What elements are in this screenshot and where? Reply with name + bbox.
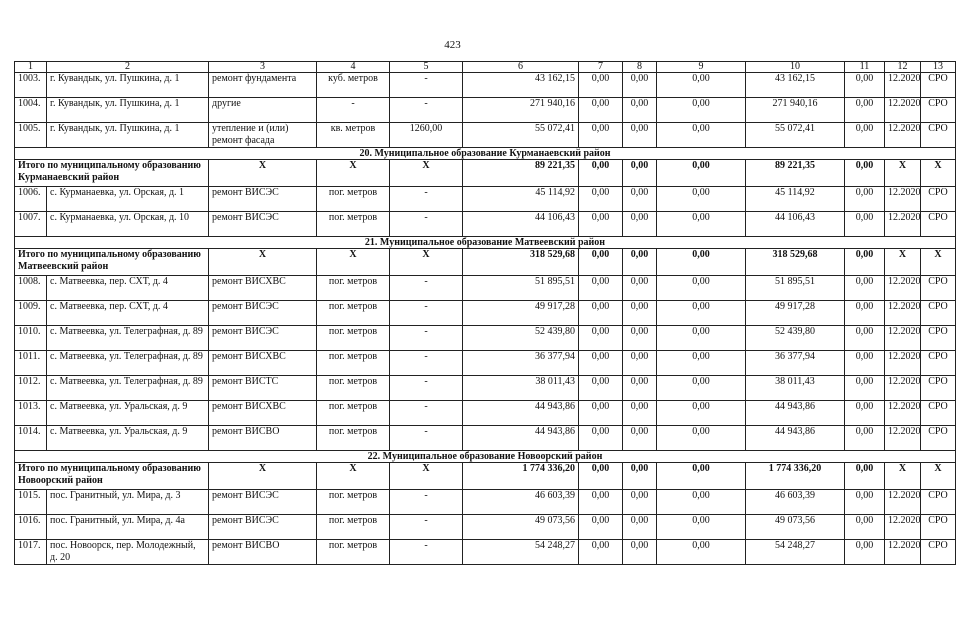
address-cell: пос. Новоорск, пер. Молодежный, д. 20 [47, 540, 209, 565]
row-number-cell: 1006. [15, 187, 47, 212]
column-header: 4 [317, 62, 390, 73]
unit-cell: пог. метров [317, 490, 390, 515]
row-number-cell: 1016. [15, 515, 47, 540]
column-header: 2 [47, 62, 209, 73]
value-cell: 0,00 [845, 490, 885, 515]
deadline-cell: 12.2020 [885, 326, 921, 351]
quantity-cell: - [390, 401, 463, 426]
value-cell: 0,00 [657, 326, 746, 351]
deadline-cell: X [885, 249, 921, 276]
row-number-cell: 1004. [15, 98, 47, 123]
source-cell: X [921, 249, 956, 276]
row-number-cell: 1013. [15, 401, 47, 426]
table-row [15, 301, 956, 326]
value-cell: 0,00 [579, 187, 623, 212]
fund-cost-cell: 44 943,86 [746, 426, 845, 451]
subtotal-row [15, 160, 956, 187]
quantity-cell: - [390, 301, 463, 326]
value-cell: 0,00 [623, 301, 657, 326]
work-type-cell: ремонт ВИСТС [209, 376, 317, 401]
total-cost-cell: 44 943,86 [463, 426, 579, 451]
source-cell: СРО [921, 376, 956, 401]
value-cell: 0,00 [579, 123, 623, 148]
row-number-cell: 1009. [15, 301, 47, 326]
deadline-cell: 12.2020 [885, 376, 921, 401]
column-number-header [15, 62, 956, 73]
work-type-cell: ремонт ВИСХВС [209, 276, 317, 301]
work-type-cell: X [209, 249, 317, 276]
quantity-cell: - [390, 515, 463, 540]
value-cell: 0,00 [845, 212, 885, 237]
fund-cost-cell: 44 106,43 [746, 212, 845, 237]
value-cell: 0,00 [657, 401, 746, 426]
fund-cost-cell: 54 248,27 [746, 540, 845, 565]
total-cost-cell: 46 603,39 [463, 490, 579, 515]
total-cost-cell: 89 221,35 [463, 160, 579, 187]
quantity-cell: - [390, 490, 463, 515]
column-header: 9 [657, 62, 746, 73]
value-cell: 0,00 [657, 301, 746, 326]
source-cell: СРО [921, 276, 956, 301]
value-cell: 0,00 [579, 160, 623, 187]
table-row [15, 401, 956, 426]
fund-cost-cell: 36 377,94 [746, 351, 845, 376]
quantity-cell: - [390, 540, 463, 565]
fund-cost-cell: 49 917,28 [746, 301, 845, 326]
value-cell: 0,00 [623, 540, 657, 565]
deadline-cell: 12.2020 [885, 123, 921, 148]
total-cost-cell: 54 248,27 [463, 540, 579, 565]
fund-cost-cell: 51 895,51 [746, 276, 845, 301]
column-header: 3 [209, 62, 317, 73]
source-cell: СРО [921, 426, 956, 451]
address-cell: с. Курманаевка, ул. Орская, д. 10 [47, 212, 209, 237]
column-header: 7 [579, 62, 623, 73]
fund-cost-cell: 46 603,39 [746, 490, 845, 515]
value-cell: 0,00 [623, 515, 657, 540]
work-type-cell: ремонт ВИСЭС [209, 187, 317, 212]
deadline-cell: 12.2020 [885, 426, 921, 451]
value-cell: 0,00 [845, 301, 885, 326]
unit-cell: пог. метров [317, 426, 390, 451]
source-cell: СРО [921, 212, 956, 237]
unit-cell: X [317, 463, 390, 490]
total-cost-cell: 271 940,16 [463, 98, 579, 123]
column-header: 8 [623, 62, 657, 73]
value-cell: 0,00 [845, 463, 885, 490]
value-cell: 0,00 [845, 73, 885, 98]
value-cell: 0,00 [657, 351, 746, 376]
source-cell: СРО [921, 490, 956, 515]
value-cell: 0,00 [579, 73, 623, 98]
value-cell: 0,00 [623, 73, 657, 98]
quantity-cell: - [390, 326, 463, 351]
value-cell: 0,00 [623, 187, 657, 212]
source-cell: СРО [921, 301, 956, 326]
table-row [15, 490, 956, 515]
address-cell: с. Матвеевка, ул. Телеграфная, д. 89 [47, 351, 209, 376]
section-title: 20. Муниципальное образование Курманаевский район [15, 148, 956, 160]
unit-cell: пог. метров [317, 351, 390, 376]
value-cell: 0,00 [623, 249, 657, 276]
table-row [15, 212, 956, 237]
value-cell: 0,00 [657, 73, 746, 98]
address-cell: с. Матвеевка, ул. Уральская, д. 9 [47, 401, 209, 426]
unit-cell: пог. метров [317, 540, 390, 565]
quantity-cell: - [390, 276, 463, 301]
quantity-cell: X [390, 463, 463, 490]
work-type-cell: другие [209, 98, 317, 123]
value-cell: 0,00 [657, 540, 746, 565]
value-cell: 0,00 [845, 187, 885, 212]
unit-cell: куб. метров [317, 73, 390, 98]
unit-cell: пог. метров [317, 187, 390, 212]
work-type-cell: ремонт ВИСХВС [209, 351, 317, 376]
row-number-cell: 1011. [15, 351, 47, 376]
column-header: 1 [15, 62, 47, 73]
fund-cost-cell: 271 940,16 [746, 98, 845, 123]
row-number-cell: 1014. [15, 426, 47, 451]
value-cell: 0,00 [845, 376, 885, 401]
source-cell: СРО [921, 401, 956, 426]
table-row [15, 187, 956, 212]
quantity-cell: - [390, 212, 463, 237]
value-cell: 0,00 [657, 376, 746, 401]
value-cell: 0,00 [623, 326, 657, 351]
fund-cost-cell: 38 011,43 [746, 376, 845, 401]
table-row [15, 426, 956, 451]
address-cell: пос. Гранитный, ул. Мира, д. 3 [47, 490, 209, 515]
row-number-cell: 1017. [15, 540, 47, 565]
value-cell: 0,00 [657, 187, 746, 212]
total-cost-cell: 52 439,80 [463, 326, 579, 351]
value-cell: 0,00 [657, 490, 746, 515]
deadline-cell: 12.2020 [885, 73, 921, 98]
deadline-cell: 12.2020 [885, 490, 921, 515]
value-cell: 0,00 [845, 123, 885, 148]
total-cost-cell: 51 895,51 [463, 276, 579, 301]
unit-cell: пог. метров [317, 212, 390, 237]
total-cost-cell: 45 114,92 [463, 187, 579, 212]
value-cell: 0,00 [623, 212, 657, 237]
row-number-cell: 1012. [15, 376, 47, 401]
column-header: 11 [845, 62, 885, 73]
section-heading-row [15, 451, 956, 463]
value-cell: 0,00 [623, 276, 657, 301]
value-cell: 0,00 [845, 160, 885, 187]
value-cell: 0,00 [579, 301, 623, 326]
work-type-cell: ремонт ВИСЭС [209, 301, 317, 326]
work-type-cell: ремонт ВИСВО [209, 540, 317, 565]
column-header: 6 [463, 62, 579, 73]
row-number-cell: 1015. [15, 490, 47, 515]
work-type-cell: ремонт ВИСЭС [209, 326, 317, 351]
value-cell: 0,00 [623, 123, 657, 148]
value-cell: 0,00 [845, 98, 885, 123]
value-cell: 0,00 [657, 249, 746, 276]
row-number-cell: 1003. [15, 73, 47, 98]
total-cost-cell: 36 377,94 [463, 351, 579, 376]
value-cell: 0,00 [845, 515, 885, 540]
column-header: 5 [390, 62, 463, 73]
source-cell: СРО [921, 187, 956, 212]
column-header: 10 [746, 62, 845, 73]
value-cell: 0,00 [579, 540, 623, 565]
source-cell: СРО [921, 326, 956, 351]
table-row [15, 351, 956, 376]
work-type-cell: X [209, 463, 317, 490]
page-number: 423 [444, 39, 461, 51]
address-cell: пос. Гранитный, ул. Мира, д. 4а [47, 515, 209, 540]
value-cell: 0,00 [579, 426, 623, 451]
value-cell: 0,00 [579, 515, 623, 540]
value-cell: 0,00 [579, 351, 623, 376]
fund-cost-cell: 44 943,86 [746, 401, 845, 426]
fund-cost-cell: 49 073,56 [746, 515, 845, 540]
source-cell: СРО [921, 540, 956, 565]
subtotal-row [15, 463, 956, 490]
quantity-cell: X [390, 160, 463, 187]
total-cost-cell: 1 774 336,20 [463, 463, 579, 490]
value-cell: 0,00 [623, 401, 657, 426]
subtotal-label: Итого по муниципальному образованию Курманаевский район [15, 160, 209, 187]
row-number-cell: 1007. [15, 212, 47, 237]
section-heading-row [15, 237, 956, 249]
column-header: 12 [885, 62, 921, 73]
quantity-cell: - [390, 187, 463, 212]
quantity-cell: X [390, 249, 463, 276]
value-cell: 0,00 [579, 463, 623, 490]
quantity-cell: - [390, 376, 463, 401]
total-cost-cell: 55 072,41 [463, 123, 579, 148]
column-header: 13 [921, 62, 956, 73]
subtotal-row [15, 249, 956, 276]
unit-cell: X [317, 249, 390, 276]
work-type-cell: ремонт ВИСЭС [209, 490, 317, 515]
source-cell: СРО [921, 515, 956, 540]
table-row [15, 376, 956, 401]
value-cell: 0,00 [623, 351, 657, 376]
fund-cost-cell: 45 114,92 [746, 187, 845, 212]
table-row [15, 123, 956, 148]
section-heading-row [15, 148, 956, 160]
table-row [15, 515, 956, 540]
total-cost-cell: 44 943,86 [463, 401, 579, 426]
quantity-cell: - [390, 426, 463, 451]
value-cell: 0,00 [579, 326, 623, 351]
section-title: 22. Муниципальное образование Новоорский район [15, 451, 956, 463]
total-cost-cell: 49 917,28 [463, 301, 579, 326]
unit-cell: пог. метров [317, 326, 390, 351]
work-type-cell: утепление и (или) ремонт фасада [209, 123, 317, 148]
deadline-cell: 12.2020 [885, 401, 921, 426]
total-cost-cell: 49 073,56 [463, 515, 579, 540]
source-cell: СРО [921, 98, 956, 123]
deadline-cell: 12.2020 [885, 98, 921, 123]
value-cell: 0,00 [845, 249, 885, 276]
address-cell: с. Матвеевка, пер. СХТ, д. 4 [47, 276, 209, 301]
total-cost-cell: 43 162,15 [463, 73, 579, 98]
value-cell: 0,00 [845, 351, 885, 376]
value-cell: 0,00 [845, 540, 885, 565]
address-cell: г. Кувандык, ул. Пушкина, д. 1 [47, 73, 209, 98]
fund-cost-cell: 43 162,15 [746, 73, 845, 98]
unit-cell: X [317, 160, 390, 187]
unit-cell: кв. метров [317, 123, 390, 148]
value-cell: 0,00 [623, 376, 657, 401]
total-cost-cell: 318 529,68 [463, 249, 579, 276]
unit-cell: пог. метров [317, 301, 390, 326]
address-cell: с. Матвеевка, ул. Уральская, д. 9 [47, 426, 209, 451]
fund-cost-cell: 1 774 336,20 [746, 463, 845, 490]
address-cell: с. Матвеевка, ул. Телеграфная, д. 89 [47, 326, 209, 351]
unit-cell: пог. метров [317, 376, 390, 401]
value-cell: 0,00 [579, 276, 623, 301]
table-row [15, 326, 956, 351]
value-cell: 0,00 [623, 160, 657, 187]
address-cell: г. Кувандык, ул. Пушкина, д. 1 [47, 98, 209, 123]
deadline-cell: 12.2020 [885, 276, 921, 301]
value-cell: 0,00 [579, 376, 623, 401]
source-cell: X [921, 463, 956, 490]
work-type-cell: ремонт ВИСЭС [209, 212, 317, 237]
value-cell: 0,00 [657, 463, 746, 490]
fund-cost-cell: 318 529,68 [746, 249, 845, 276]
quantity-cell: 1260,00 [390, 123, 463, 148]
unit-cell: - [317, 98, 390, 123]
subtotal-label: Итого по муниципальному образованию Матвеевский район [15, 249, 209, 276]
value-cell: 0,00 [657, 276, 746, 301]
address-cell: с. Матвеевка, пер. СХТ, д. 4 [47, 301, 209, 326]
value-cell: 0,00 [657, 98, 746, 123]
table-row [15, 98, 956, 123]
row-number-cell: 1005. [15, 123, 47, 148]
address-cell: г. Кувандык, ул. Пушкина, д. 1 [47, 123, 209, 148]
address-cell: с. Курманаевка, ул. Орская, д. 1 [47, 187, 209, 212]
value-cell: 0,00 [657, 123, 746, 148]
table-row [15, 540, 956, 565]
value-cell: 0,00 [579, 401, 623, 426]
subtotal-label: Итого по муниципальному образованию Новоорский район [15, 463, 209, 490]
fund-cost-cell: 89 221,35 [746, 160, 845, 187]
fund-cost-cell: 55 072,41 [746, 123, 845, 148]
deadline-cell: 12.2020 [885, 351, 921, 376]
work-type-cell: ремонт фундамента [209, 73, 317, 98]
section-title: 21. Муниципальное образование Матвеевский район [15, 237, 956, 249]
source-cell: СРО [921, 123, 956, 148]
row-number-cell: 1010. [15, 326, 47, 351]
total-cost-cell: 44 106,43 [463, 212, 579, 237]
deadline-cell: 12.2020 [885, 515, 921, 540]
deadline-cell: X [885, 160, 921, 187]
value-cell: 0,00 [845, 326, 885, 351]
value-cell: 0,00 [623, 98, 657, 123]
value-cell: 0,00 [579, 212, 623, 237]
value-cell: 0,00 [657, 160, 746, 187]
source-cell: X [921, 160, 956, 187]
table-row [15, 73, 956, 98]
value-cell: 0,00 [845, 401, 885, 426]
quantity-cell: - [390, 73, 463, 98]
value-cell: 0,00 [623, 490, 657, 515]
work-type-cell: ремонт ВИСЭС [209, 515, 317, 540]
value-cell: 0,00 [623, 463, 657, 490]
total-cost-cell: 38 011,43 [463, 376, 579, 401]
deadline-cell: 12.2020 [885, 187, 921, 212]
capital-repair-table [14, 61, 956, 565]
quantity-cell: - [390, 351, 463, 376]
address-cell: с. Матвеевка, ул. Телеграфная, д. 89 [47, 376, 209, 401]
deadline-cell: X [885, 463, 921, 490]
deadline-cell: 12.2020 [885, 212, 921, 237]
quantity-cell: - [390, 98, 463, 123]
unit-cell: пог. метров [317, 515, 390, 540]
value-cell: 0,00 [579, 249, 623, 276]
value-cell: 0,00 [579, 490, 623, 515]
table-row [15, 276, 956, 301]
value-cell: 0,00 [657, 515, 746, 540]
value-cell: 0,00 [579, 98, 623, 123]
work-type-cell: ремонт ВИСВО [209, 426, 317, 451]
value-cell: 0,00 [657, 212, 746, 237]
fund-cost-cell: 52 439,80 [746, 326, 845, 351]
source-cell: СРО [921, 351, 956, 376]
value-cell: 0,00 [845, 426, 885, 451]
work-type-cell: X [209, 160, 317, 187]
deadline-cell: 12.2020 [885, 540, 921, 565]
value-cell: 0,00 [845, 276, 885, 301]
deadline-cell: 12.2020 [885, 301, 921, 326]
work-type-cell: ремонт ВИСХВС [209, 401, 317, 426]
unit-cell: пог. метров [317, 276, 390, 301]
unit-cell: пог. метров [317, 401, 390, 426]
value-cell: 0,00 [657, 426, 746, 451]
value-cell: 0,00 [623, 426, 657, 451]
source-cell: СРО [921, 73, 956, 98]
row-number-cell: 1008. [15, 276, 47, 301]
